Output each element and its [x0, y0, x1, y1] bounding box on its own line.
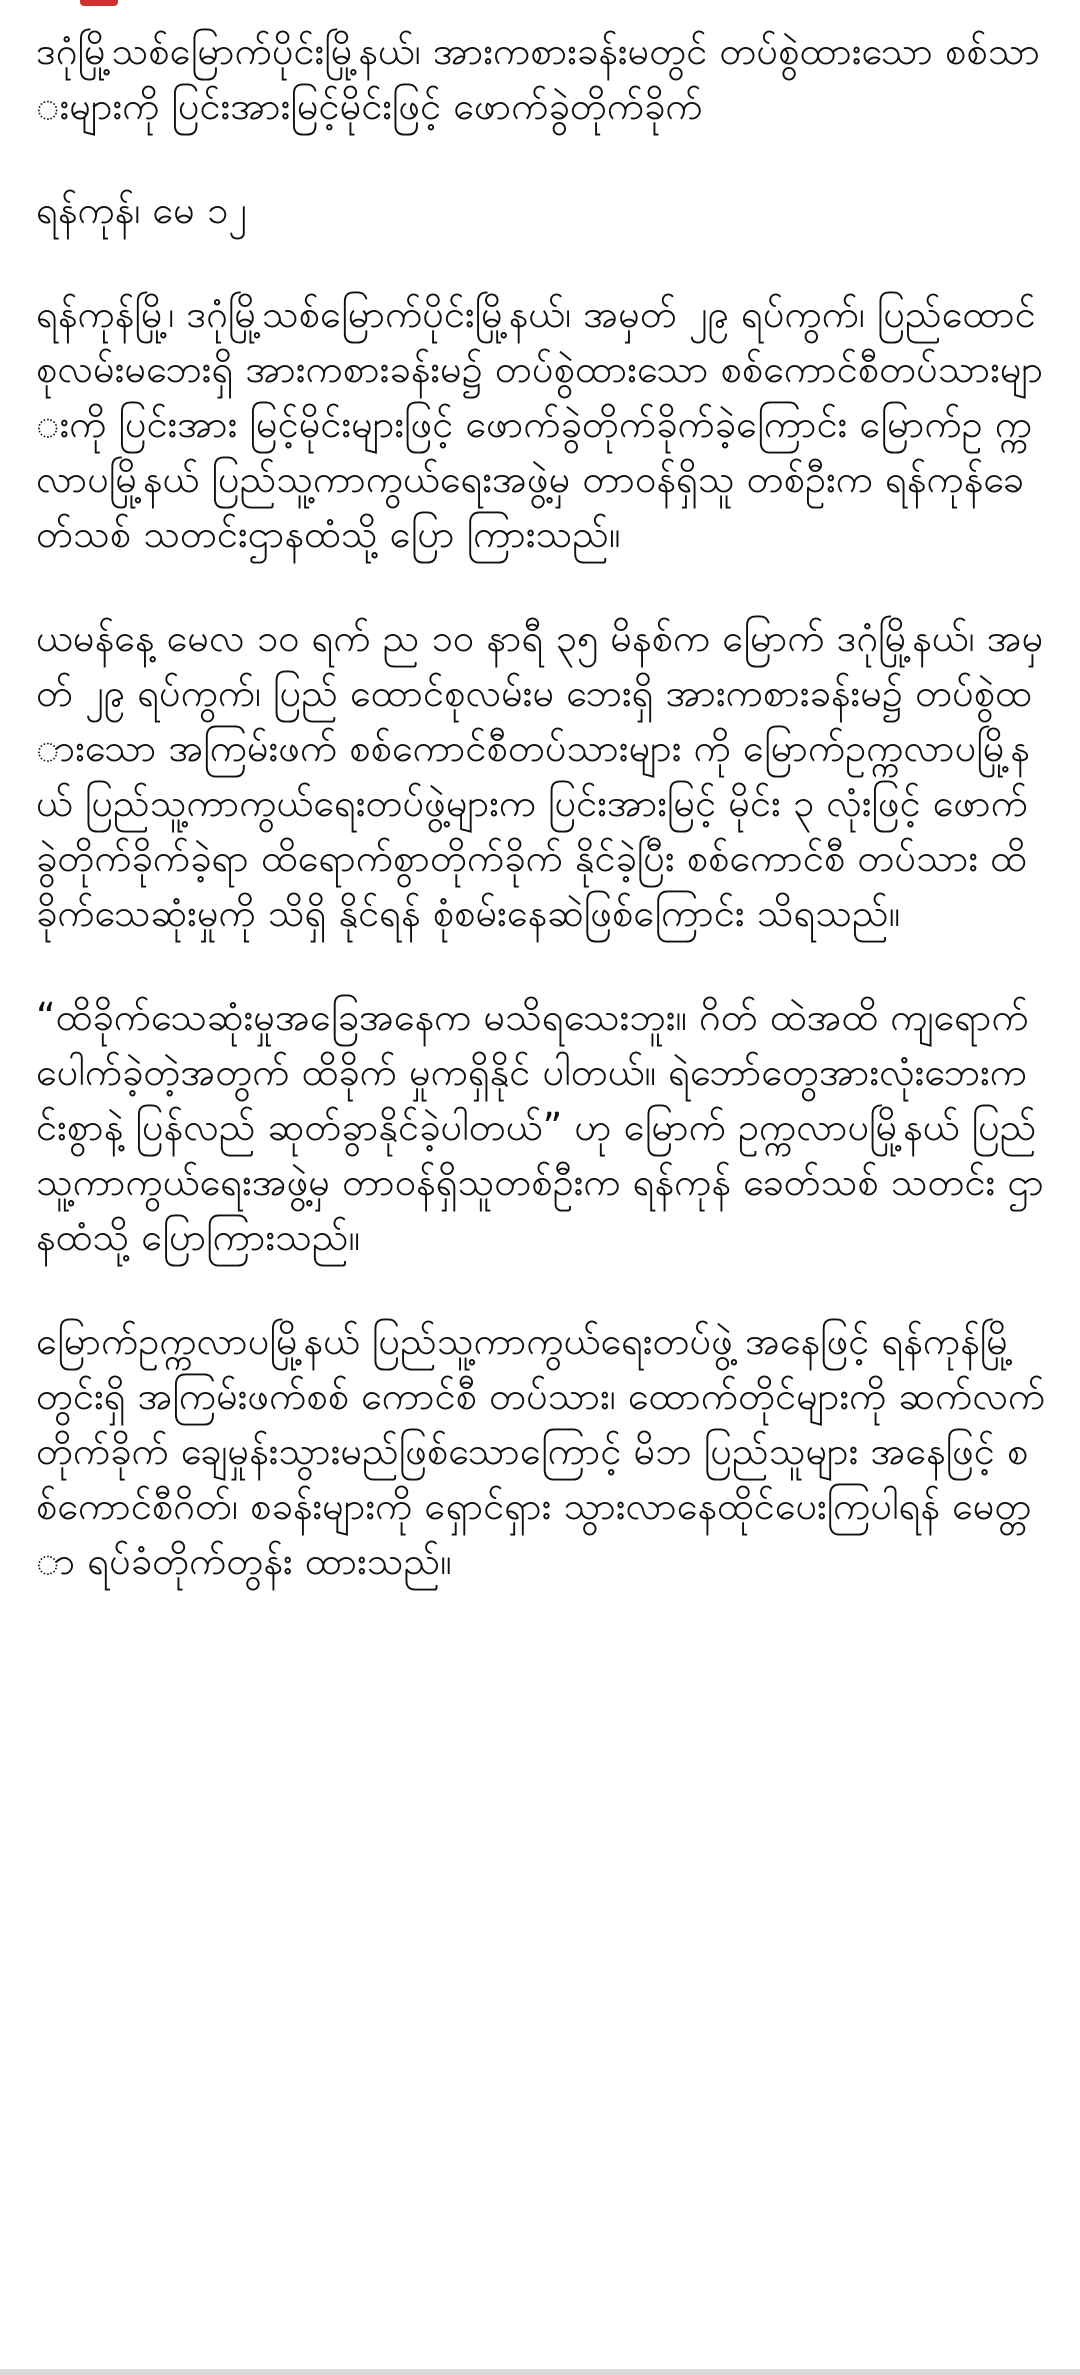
top-accent-mark [80, 0, 118, 6]
news-article [36, 24, 1046, 1638]
bottom-divider [0, 2369, 1080, 2375]
article-dateline: ရန်ကုန်၊ မေ ၁၂ [36, 188, 247, 232]
article-paragraph-4: မြောက်ဥက္ကလာပမြို့နယ် ပြည်သူ့ကာကွယ်ရေးတပ်ဖွဲ့ အနေဖြင့် ရန်ကုန်မြို့တွင်းရှိ အကြမ်းဖက်စစ် ကောင်စီ တပ်သား၊ ထောက်တိုင်များကို ဆက်လက်တိုက်ခိုက် ချေမှုန်းသွားမည်ဖြစ်သောကြောင့် မိဘ ပြည်သူများ အနေဖြင့် စစ်ကောင်စီဂိတ်၊ စခန်းများကို ရှောင်ရှား သွားလာနေထိုင်ပေးကြပါရန် မေတ္တာ ရပ်ခံတိုက်တွန်း ထားသည်။ [36, 1319, 1046, 1583]
article-paragraph-2: ယမန်နေ့ မေလ ၁၀ ရက် ည ၁၀ နာရီ ၃၅ မိနစ်က မြောက် ဒဂုံမြို့နယ်၊ အမှတ် ၂၉ ရပ်ကွက်၊ ပြည် ထောင်စုလမ်းမ ဘေးရှိ အားကစားခန်းမ၌ တပ်စွဲထားသော အကြမ်းဖက် စစ်ကောင်စီတပ်သားများ ကို မြောက်ဥက္ကလာပမြို့နယ် ပြည်သူ့ကာကွယ်ရေးတပ်ဖွဲ့များက ပြင်းအားမြင့် မိုင်း ၃ လုံးဖြင့် ဖောက်ခွဲတိုက်ခိုက်ခဲ့ရာ ထိရောက်စွာတိုက်ခိုက် နိုင်ခဲ့ပြီး စစ်ကောင်စီ တပ်သား ထိခိုက်သေဆုံးမှုကို သိရှိ နိုင်ရန် စုံစမ်းနေဆဲဖြစ်ကြောင်း သိရသည်။ [36, 616, 1044, 935]
article-paragraph-1: ရန်ကုန်မြို့၊ ဒဂုံမြို့သစ်မြောက်ပိုင်းမြို့နယ်၊ အမှတ် ၂၉ ရပ်ကွက်၊ ပြည်ထောင်စုလမ်းမဘေးရှိ အားကစားခန်းမ၌ တပ်စွဲထားသော စစ်ကောင်စီတပ်သားများကို ပြင်းအား မြင့်မိုင်းများဖြင့် ဖောက်ခွဲတိုက်ခိုက်ခဲ့ကြောင်း မြောက်ဥ က္ကလာပမြို့နယ် ပြည်သူ့ကာကွယ်ရေးအဖွဲ့မှ တာဝန်ရှိသူ တစ်ဦးက ရန်ကုန်ခေတ်သစ် သတင်းဌာနထံသို့ ပြော ကြားသည်။ [36, 292, 1044, 556]
article-headline: ဒဂုံမြို့သစ်မြောက်ပိုင်းမြို့နယ်၊ အားကစားခန်းမတွင် တပ်စွဲထားသော စစ်သားများကို ပြင်းအားမြင့်မိုင်းဖြင့် ဖောက်ခွဲတိုက်ခိုက် [36, 29, 1041, 128]
article-paragraph-3: “ထိခိုက်သေဆုံးမှုအခြေအနေက မသိရသေးဘူး။ ဂိတ် ထဲအထိ ကျရောက်ပေါက်ခဲ့တဲ့အတွက် ထိခိုက် မှုကရှိနိုင် ပါတယ်။ ရဲဘော်တွေအားလုံးဘေးကင်းစွာနဲ့ ပြန်လည် ဆုတ်ခွာနိုင်ခဲ့ပါတယ်” ဟု မြောက် ဥက္ကလာပမြို့နယ် ပြည်သူ့ကာကွယ်ရေးအဖွဲ့မှ တာဝန်ရှိသူတစ်ဦးက ရန်ကုန် ခေတ်သစ် သတင်း ဌာနထံသို့ ပြောကြားသည်။ [36, 995, 1045, 1259]
